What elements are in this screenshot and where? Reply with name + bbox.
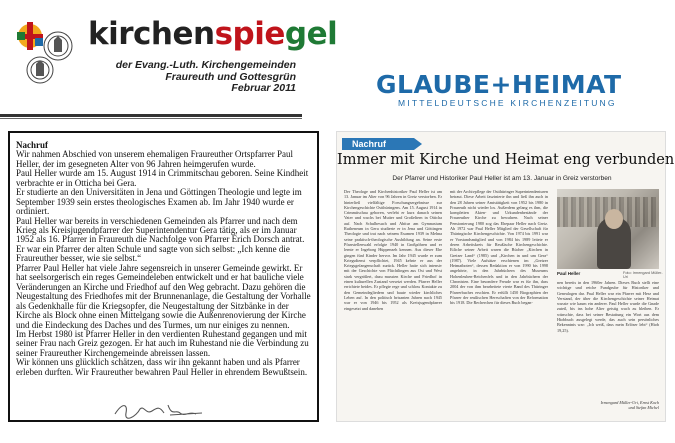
obituary-paragraph-5: Pfarrer Paul Heller hat viele Jahre segensreich in unserer Gemeinde gewirkt. Er hat seelsorgerisch ein reges Gemeindeleben entwickelt und er hat bauliche viele Veränderungen an Kirche und Friedhof auf den Weg gebracht. Dazu gehören die Neugestaltung des Friedhofes mit der Brunnenanlage, die Gestaltung der Vorhalle als Gedenkhalle für die Kriegsopfer, die Neugestaltung der Sitzbänke in der Kirche als Block ohne einen Mittelgang sowie die Außenrenovierung der Kirche und die Eindeckung des Daches und des Turmes, um nur einiges zu nennen. [16,262,311,330]
obituary-paragraph-6: Im Herbst 1980 ist Pfarrer Heller in den verdienten Ruhestand gegangen und mit seiner Frau nach Greiz gezogen. Er hat auch im Ruhestand nie die Verbindung zu seiner Fraureuther Kirchengemeinde abreissen lassen. [16,329,309,358]
obituary-paragraph-4: Paul Heller war bereits in verschiedenen Gemeinden als Pfarrer und nach dem Krieg als Kreisjugendpfarrer der Superintendentur Gera tätig, als er im Januar 1952 als 16. Pfarrer in Fraureuth die Nachfolge von Pfarrer Erich Dorsch antrat. Er war ein Pfarrer der alten Schule und sagte von sich selbst: „Ich kenne die Fraureuther besser, wie sie selbst.“ [16,215,305,264]
subtitle-line-1: der Evang.-Luth. Kirchengemeinden [115,59,296,71]
subtitle-line-2: Fraureuth und Gottesgrün [165,70,296,83]
obituary-paragraph-7: Wir können uns glücklich schätzen, dass wir ihn gekannt haben und als Pfarrer erleben durften. Wir Fraureuther bewahren Paul Heller in ehrendem Bewußtsein. [16,357,308,377]
article-column-3: nen bereits in den 1960er Jahren. Dieses Buch stellt eine wichtige und reiche Fundgrube für Historiker und Genealogen dar. Paul Heller war ein Pfarrer mit Herz und Verstand, der über die Kirchengeschichte seiner Heimat wusste wie kaum ein anderer. Paul Heller wurde die Gnade zuteil, bis ins hohe Alter geistig wach zu bleiben. Er wünschte, dass bei seiner Bestattung ein Wort aus dem Hiobbuch ausgelegt werde, das auch sein persönliches Bekenntnis war: „Ich weiß, dass mein Erlöser lebt“ (Hiob 19,25). [557,280,659,333]
photo-caption-credit: Foto: Irmengard Müller-Uri [623,271,663,279]
title-part-kirchen: kirchen [88,16,215,52]
article-headline: Immer mit Kirche und Heimat eng verbunden [337,152,675,168]
kirchenspiegel-logo [14,18,84,88]
header-rule [0,114,302,117]
glaube-heimat-subtitle: MITTELDEUTSCHE KIRCHENZEITUNG [398,98,617,108]
kirchenspiegel-subtitle [100,60,296,95]
subtitle-line-3: Februar 2011 [231,82,296,94]
glaube-heimat-title: GLAUBE+HEIMAT [376,70,622,99]
header-rule-thin [0,118,302,119]
obituary-paragraph-3: Er studierte an den Universitäten in Jena und Göttingen Theologie und legte im September 1939 sein erstes theologisches Examen ab. Im Jahr 1940 wurde er ordiniert. [16,187,302,217]
article-column-1: Der Theologe und Kirchenhistoriker Paul Heller ist am 13. Januar im Alter von 96 Jahren in Greiz verstorben. Er hinterließ vielfältige Forschungsergebnisse zur Kirchengeschichte Ostthüringens. Am 15. August 1914 in Crimmitschau geboren, verlebt er kurz danach seinen Vater und wuchs bei Mutter und Großeltern in Otticha auf. Nach Schulbesuch und Abitur am Gymnasium Rutheneum in Gera studierte er in Jena und Göttingen Theologie und trat nach seinem Examen 1939 in Mehna seine praktisch-theologische Ausbildung an. Seine erste Pfarrstellenwahl erfolgte 1940 in Großpöhren und er lernte er Ingeborg Hüppenzeh kennen. Aus dieser Ehe gingen fünf Kinder hervor. Im Jahr 1945 wurde er zum Kriegsdienst verpflichtet, 1945 kehrte er aus der Kriegsgefangenschaft zurück. Heller hatte sich intensiv mit der Geschichte von Flüchtlingen aus Ost und West stark vergrößert, dazu mussten Kirche und Friedhof in einen kulturellen Zustand versetzt werden. Pfarrer Heller errichtete beides. Er pflegte rege und schloss Kontakte zu den Gemeindegliedern und baute wieder kirchliches Leben auf. In den politisch brisanten Jahren nach 1945 war er von 1946 bis 1952 als Kreisjugendpfarrer eingesetzt und daneben [344,189,442,311]
obituary-box [8,131,319,422]
article-subheadline: Der Pfarrer und Historiker Paul Heller ist am 13. Januar in Greiz verstorben [392,175,612,182]
person-head [605,209,623,229]
title-part-spie: spie [214,16,285,52]
obituary-paragraph-2: Paul Heller wurde am 15. August 1914 in Crimmitschau geboren. Seine Kindheit verbrachte er in Otticha bei Gera. [16,168,309,188]
article-tag: Nachruf [342,138,414,150]
article-authors: Irmengard Müller-Uri, Ernst Koch und Stefan Michel [600,400,659,411]
portrait-photo [557,189,659,269]
title-part-gel: gel [284,16,338,52]
article-column-2: mit der Archivpflege der Ostthüringer Superintendenturen betraut. Diese Arbeit faszinierte ihn und ließ ihn auch in den 28 Jahren seiner Amtstätigkeit von 1952 bis 1980 in Fraureuth nicht wieder los. Außerdem gelang es ihm, die kompletten Akten- und Urkundenbestände der Fraureuther Kirche zu bewahren. Nach seiner Pensionierung 1980 zog das Ehepaar Heller nach Greiz. Ab 1972 war Paul Heller Mitglied der Gesellschaft für Thüringische Kirchengeschichte. Von 1974 bis 1991 war er Vorstandsmitglied und von 1984 bis 1989 leitete er deren Arbeitskreis für Reußische Kirchengeschichte. Etliche seiner Arbeit waren die Bücher „Kirchen in Greizer Land“ (1985) und „Kirchen in und um Gera“ (1987). Viele Aufsätze erschienen im „Greizer Heimatboten“, dessen Redaktion er von 1990 bis 1998 angehörte, in den Jahrbüchern des Museums Hohenleuben-Reichenfels und in den Jahrbüchern der Chronisten. Eine besondere Freude war es für ihn, dass 2004 der von ihm bearbeitete vierte Band des Thüringer Pfarrerbuches erschien. Er erfüllt 1450 Biographien der Pfarrer der reußischen Herrschaften von der Reformation bis 1918. Die Recherchen für dieses Buch began- [450,189,548,306]
kirchenspiegel-title [88,16,337,52]
obituary-paragraph-1: Wir nahmen Abschied von unserem ehemaligen Fraureuther Ortspfarrer Paul Heller, der im gesegneten Alter von 96 Jahren heimgerufen wurde. [16,149,294,169]
photo-caption-name: Paul Heller [557,271,581,276]
newspaper-article [336,131,675,422]
obituary-heading: Nachruf [16,140,48,150]
handwritten-signature [110,399,210,421]
